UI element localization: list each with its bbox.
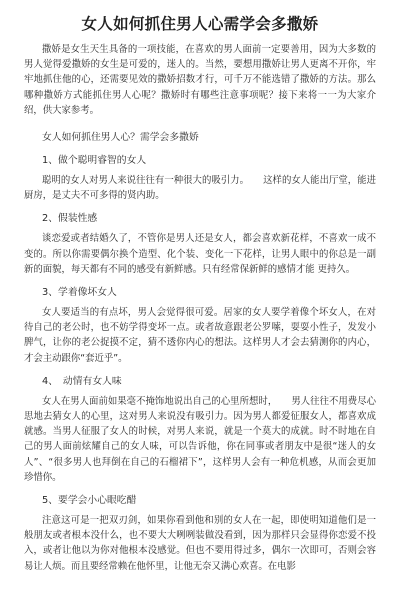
article-title: 女人如何抓住男人心需学会多撒娇 [81, 15, 319, 33]
spacer [24, 145, 376, 153]
section-heading-1: 1、做个聪明睿智的女人 [42, 155, 147, 167]
section-body-5: 注意这可是一把双刃剑，如果你看到他和别的女人在一起，即使明知道他们是一般朋友或者根本没什么，也不要大大咧咧装做没看到，因为那样只会显得你恋爱不投入，或者让他以为你对他根本没感觉。但也不要用得过多，偶尔一次即可，否则会容易让人烦。而且要经常赖在他怀里，让他无奈又满心欢喜。在电影 [24, 515, 376, 572]
section-heading-4: 4、 动情有女人味 [42, 375, 122, 387]
section-heading-5: 5、要学会小心眼吃醋 [42, 495, 137, 507]
spacer [24, 485, 376, 493]
section-body-1: 聪明的女人对男人来说往往有一种很大的吸引力。 这样的女人能出厅堂，能进厨房，是丈夫不可多得的贤内助。 [24, 175, 376, 202]
intro-paragraph: 撒娇是女生天生具备的一项技能，在喜欢的男人面前一定要善用，因为大多数的男人觉得爱撒娇的女生是可爱的，迷人的。当然，要想用撒娇让男人更离不开你，牢牢地抓住他的心，还需要见效的撒娇招数才行，可千万不能选错了撒娇的方法。那么哪种撒娇方式能抓住男人心呢？撒娇时有哪些注意事项呢？接下来将一一为大家介绍，供大家参考。 [24, 44, 376, 116]
section-heading-3: 3、学着像坏女人 [42, 287, 117, 299]
spacer [24, 203, 376, 211]
spacer [24, 277, 376, 285]
spacer [24, 118, 376, 130]
article-subtitle: 女人如何抓住男人心？需学会多撒娇 [42, 132, 199, 144]
section-body-3: 女人要适当的有点坏，男人会觉得很可爱。居家的女人要学着像个坏女人，在对待自己的老公时，也不妨学得变坏一点。或者故意跟老公罗嗦，耍耍小性子，发发小脾气，让你的老公捉摸不定，猜不透你内心的想法。这样男人才会去猜测你的内心，才会主动跟你“套近乎”。 [24, 307, 376, 364]
section-body-2: 谈恋爱或者结婚久了，不管你是男人还是女人，都会喜欢新花样，不喜欢一成不变的。所以你需要偶尔换个造型、化个装、变化一下花样，让男人眼中的你总是一副新的面貌，每天都有不同的感受有新鲜感。只有经常保新鲜的感情才能 更持久。 [24, 233, 376, 275]
section-heading-2: 2、假装性感 [42, 213, 98, 225]
section-body-4: 女人在男人面前如果毫不掩饰地说出自己的心里所想时， 男人往往不用费尽心思地去猜女人的心里，这对男人来说没有吸引力。因为男人都爱征服女人，都喜欢成就感。当男人征服了女人的时候，对男人来说，就是一个莫大的成就。时不时地在自己的男人面前炫耀自己的女人味，可以告诉他，你在同事或者朋友中是很“迷人的女人”、“很多男人也拜倒在自己的石榴裙下”，这样男人会有一种危机感，从而会更加珍惜你。 [24, 395, 376, 483]
spacer [24, 366, 376, 374]
